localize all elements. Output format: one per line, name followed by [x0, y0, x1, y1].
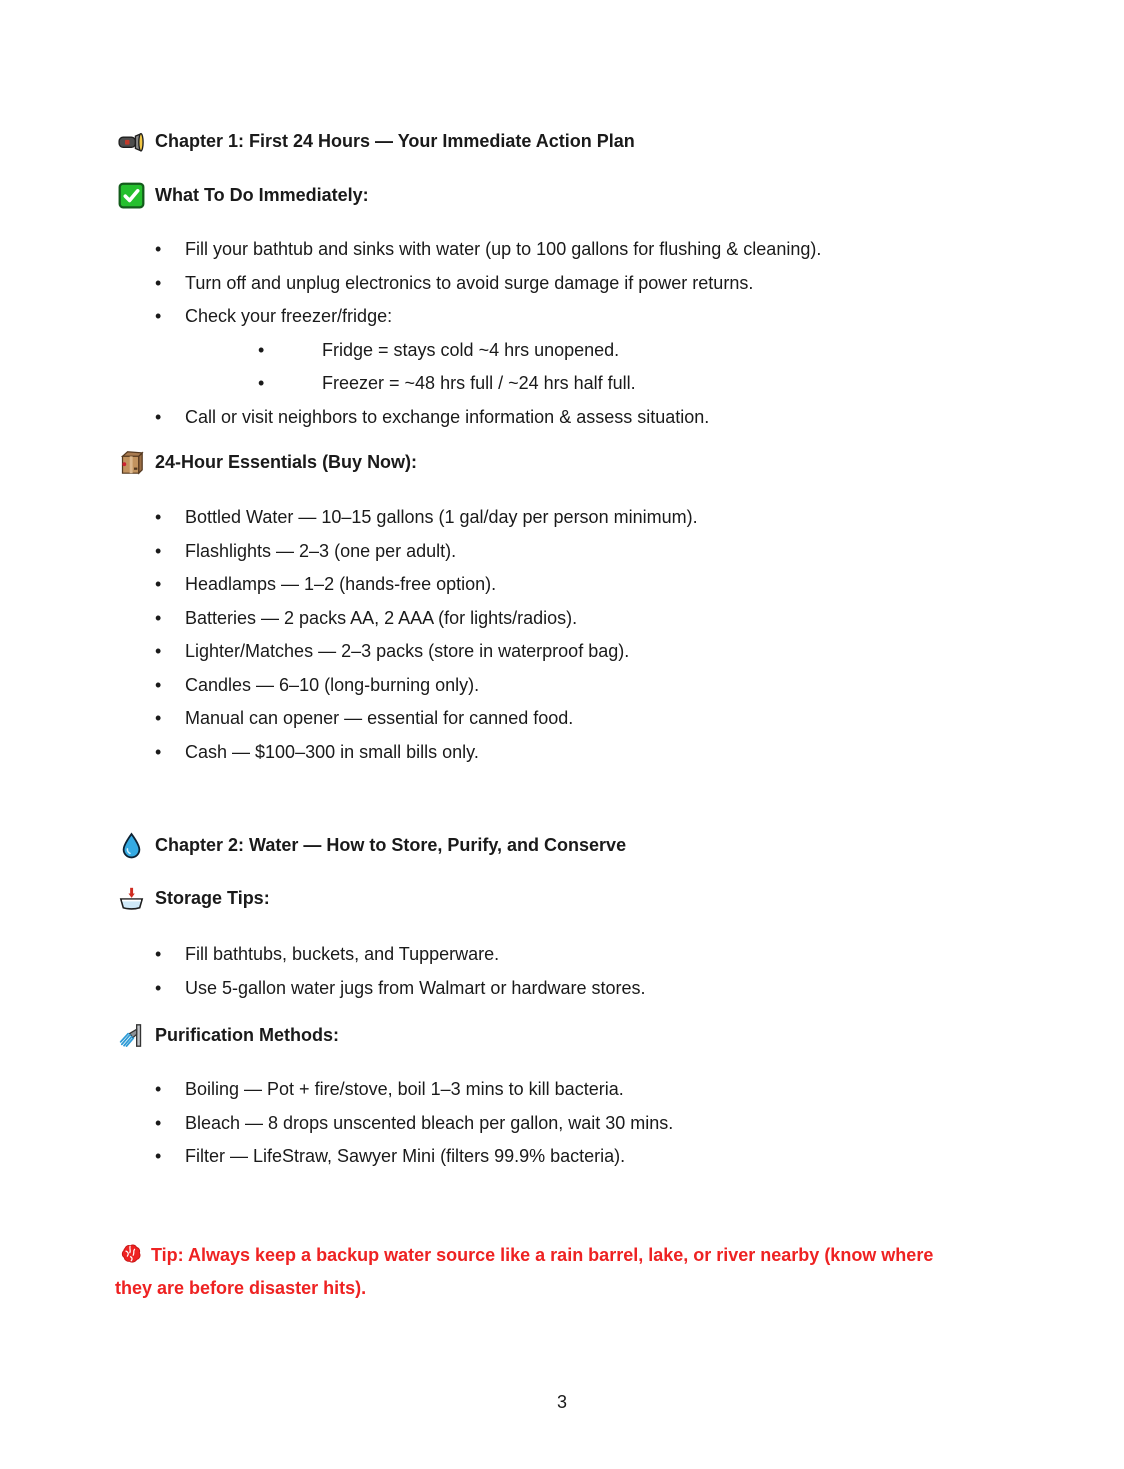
section-heading [115, 1022, 965, 1049]
bullet-marker [155, 702, 185, 736]
heading-text: 24-Hour Essentials (Buy Now): [155, 452, 418, 472]
list-item [115, 267, 965, 301]
list-item-text: Freezer = ~48 hrs full / ~24 hrs half full. [322, 373, 636, 393]
list-item [115, 1140, 965, 1174]
bullet-marker [155, 1073, 185, 1107]
check-box-icon [115, 182, 147, 209]
bullet-marker [258, 334, 322, 368]
bullet-marker [155, 669, 185, 703]
list-item [115, 702, 965, 736]
bullet-marker [155, 736, 185, 770]
document-content [115, 128, 965, 1305]
section-heading [115, 885, 965, 912]
bullet-marker [258, 367, 322, 401]
list-item-text: Headlamps — 1–2 (hands-free option). [185, 574, 497, 594]
list-item [115, 334, 965, 368]
bullet-marker [155, 1107, 185, 1141]
list-item-text: Boiling — Pot + fire/stove, boil 1–3 mins to kill bacteria. [185, 1079, 624, 1099]
tip-text: Tip: Always keep a backup water source like a rain barrel, lake, or river nearby (know where they are before disaster hits). [115, 1244, 934, 1298]
bullet-marker [155, 972, 185, 1006]
list-item [115, 972, 965, 1006]
heading-text: Chapter 2: Water — How to Store, Purify, and Conserve [155, 835, 627, 855]
list-item-text: Turn off and unplug electronics to avoid surge damage if power returns. [185, 272, 754, 293]
list-item-text: Batteries — 2 packs AA, 2 AAA (for lights/radios). [185, 607, 578, 628]
list-item [115, 1073, 965, 1107]
list-item-text: Bottled Water — 10–15 gallons (1 gal/day per person minimum). [185, 507, 698, 527]
brain-icon [115, 1241, 145, 1268]
bullet-list [115, 233, 965, 434]
list-item [115, 1107, 965, 1141]
bullet-marker [155, 568, 185, 602]
tip-note [115, 1239, 965, 1305]
list-item [115, 300, 965, 334]
list-item-text: Candles — 6–10 (long-burning only). [185, 674, 480, 695]
section-heading [115, 182, 965, 209]
list-item-text: Bleach — 8 drops unscented bleach per gallon, wait 30 mins. [185, 1112, 674, 1133]
section-heading [115, 449, 965, 476]
list-item-text: Flashlights — 2–3 (one per adult). [185, 540, 457, 561]
bullet-list [115, 501, 965, 769]
list-item [115, 568, 965, 602]
section-heading [115, 128, 965, 155]
bullet-marker [155, 501, 185, 535]
list-item-text: Check your freezer/fridge: [185, 306, 393, 326]
list-item-text: Fridge = stays cold ~4 hrs unopened. [322, 339, 620, 360]
list-item-text: Call or visit neighbors to exchange information & assess situation. [185, 406, 710, 427]
bathtub-icon [115, 885, 147, 912]
list-item [115, 602, 965, 636]
heading-text: Storage Tips: [155, 888, 270, 908]
bullet-marker [155, 1140, 185, 1174]
list-item [115, 635, 965, 669]
bullet-marker [155, 938, 185, 972]
bullet-list [115, 1073, 965, 1174]
heading-text: Chapter 1: First 24 Hours — Your Immediate Action Plan [155, 131, 635, 151]
list-item [115, 367, 965, 401]
package-icon [115, 449, 147, 476]
list-item [115, 233, 965, 267]
list-item [115, 535, 965, 569]
bullet-marker [155, 635, 185, 669]
list-item-text: Use 5-gallon water jugs from Walmart or hardware stores. [185, 977, 646, 998]
flashlight-icon [115, 128, 147, 155]
heading-text: What To Do Immediately: [155, 185, 369, 205]
heading-text: Purification Methods: [155, 1025, 339, 1045]
list-item-text: Manual can opener — essential for canned food. [185, 708, 574, 728]
shower-icon [115, 1022, 147, 1049]
bullet-marker [155, 300, 185, 334]
list-item-text: Fill bathtubs, buckets, and Tupperware. [185, 944, 500, 964]
bullet-list [115, 938, 965, 1005]
list-item [115, 501, 965, 535]
list-item-text: Lighter/Matches — 2–3 packs (store in waterproof bag). [185, 641, 630, 661]
bullet-marker [155, 401, 185, 435]
list-item-text: Cash — $100–300 in small bills only. [185, 741, 479, 762]
bullet-marker [155, 535, 185, 569]
list-item [115, 401, 965, 435]
droplet-icon [115, 832, 147, 859]
bullet-marker [155, 267, 185, 301]
page-number: 3 [556, 1392, 567, 1412]
section-heading [115, 832, 965, 859]
bullet-marker [155, 233, 185, 267]
bullet-marker [155, 602, 185, 636]
list-item [115, 669, 965, 703]
list-item [115, 938, 965, 972]
list-item [115, 736, 965, 770]
list-item-text: Fill your bathtub and sinks with water (up to 100 gallons for flushing & cleaning). [185, 239, 822, 259]
list-item-text: Filter — LifeStraw, Sawyer Mini (filters 99.9% bacteria). [185, 1146, 626, 1166]
